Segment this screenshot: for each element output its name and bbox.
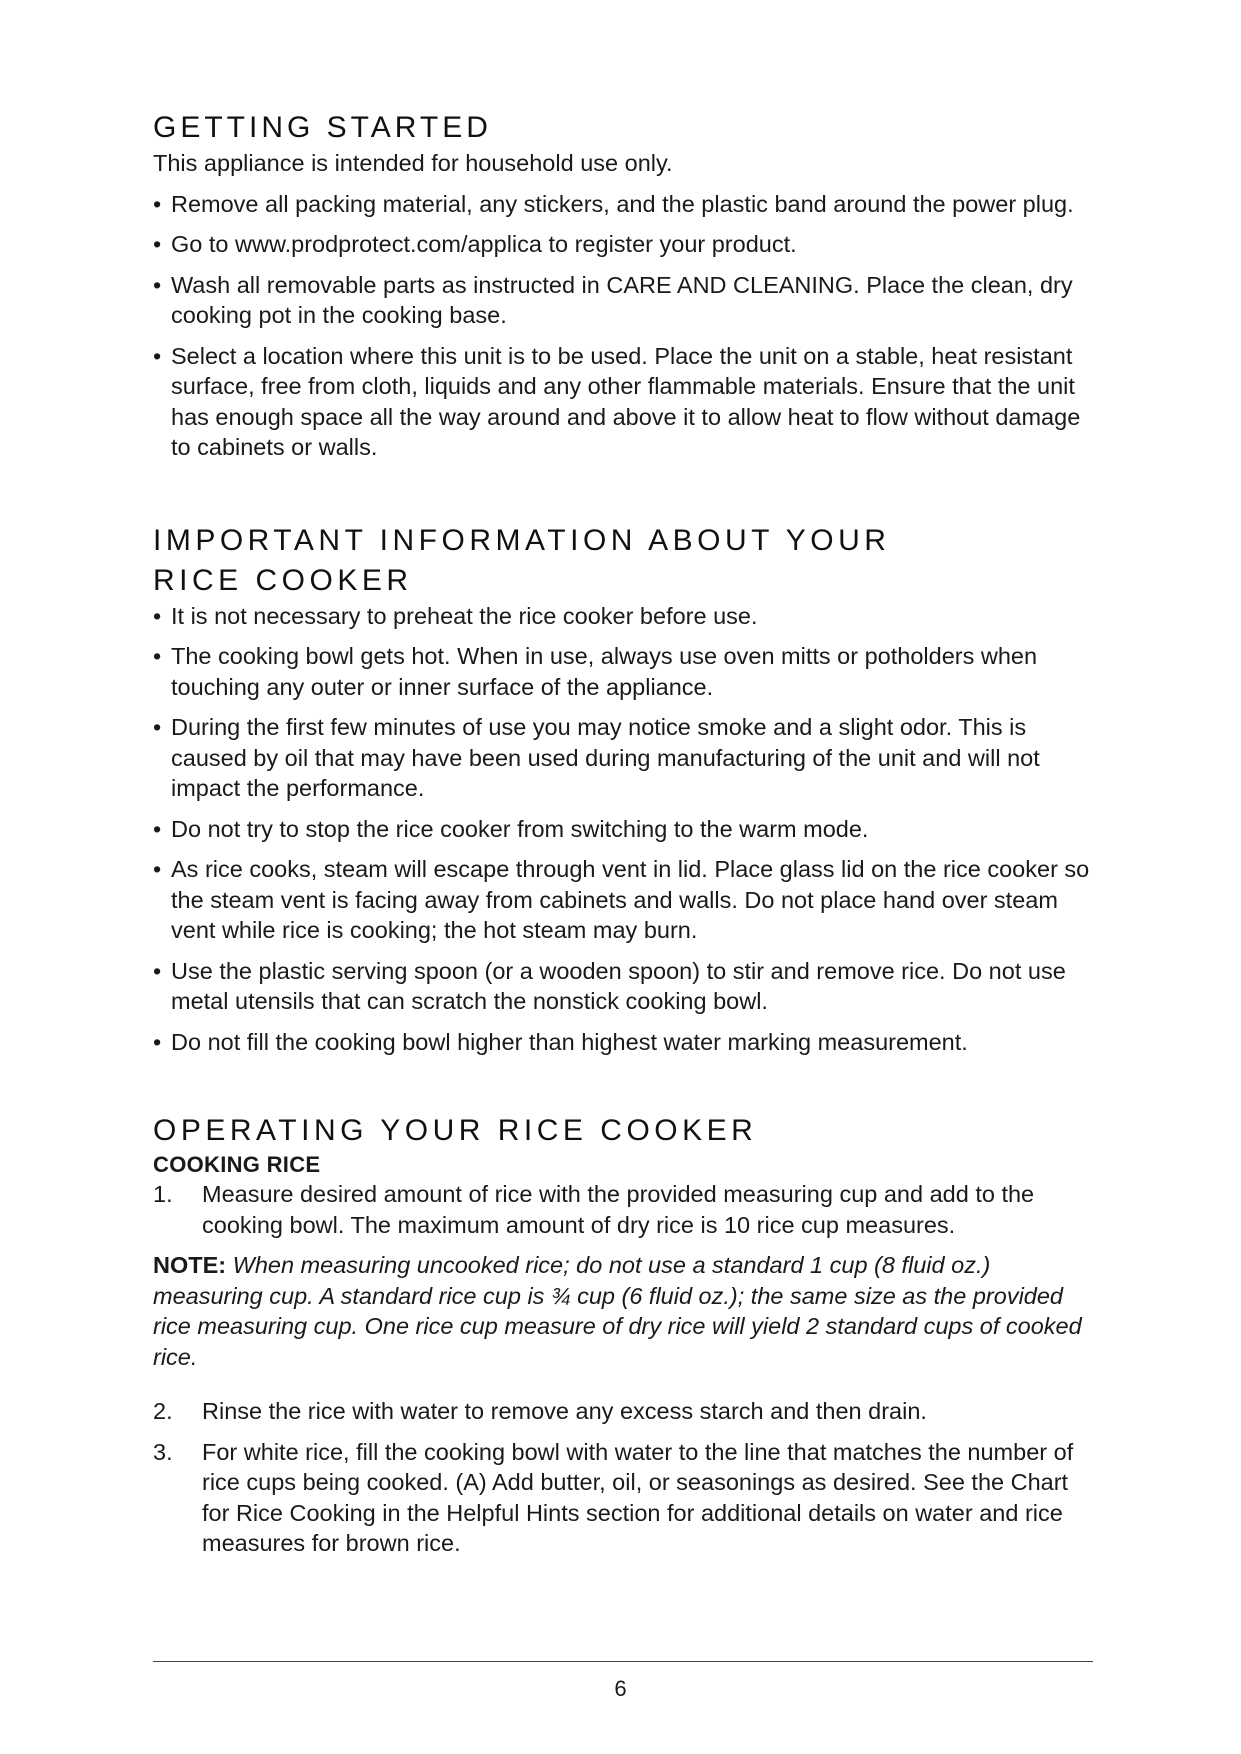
list-item: • The cooking bowl gets hot. When in use, always use oven mitts or potholders when touching any outer or inner surface of the appliance. [153, 641, 1093, 702]
step-number: 1. [153, 1181, 173, 1207]
cooking-steps-part2 [153, 1396, 1093, 1559]
step-item [153, 1437, 1093, 1559]
page-number: 6 [614, 1676, 627, 1701]
step-text: For white rice, fill the cooking bowl with water to the line that matches the number of rice cups being cooked. (A) Add butter, oil, or seasonings as desired. See the Chart for Rice Cooking in the Helpful Hints section for additional details on water and rice measures for brown rice. [202, 1438, 1074, 1556]
step-text: Rinse the rice with water to remove any excess starch and then drain. [202, 1398, 927, 1424]
getting-started-heading: GETTING STARTED [153, 111, 492, 144]
important-info-heading-line1: IMPORTANT INFORMATION ABOUT YOUR [153, 523, 891, 557]
important-info-heading-line2: RICE COOKER [153, 563, 413, 597]
list-item: • Select a location where this unit is to be used. Place the unit on a stable, heat resistant surface, free from cloth, liquids and any other flammable materials. Ensure that the unit has enough space all the way around and above it to allow heat to flow without damage to cabinets or walls. [153, 341, 1093, 463]
step-item [153, 1179, 1093, 1240]
list-item: • Wash all removable parts as instructed in CARE AND CLEANING. Place the clean, dry cooking pot in the cooking base. [153, 270, 1093, 331]
page-content [153, 108, 1093, 1569]
step-number: 3. [153, 1438, 173, 1465]
operating-section [153, 1111, 1093, 1559]
list-item: • As rice cooks, steam will escape through vent in lid. Place glass lid on the rice cooker so the steam vent is facing away from cabinets and walls. Do not place hand over steam vent while rice is cooking; the hot steam may burn. [153, 854, 1093, 946]
important-info-section [153, 521, 1093, 1058]
getting-started-intro: This appliance is intended for household use only. [153, 150, 673, 176]
list-item: • Do not fill the cooking bowl higher than highest water marking measurement. [153, 1027, 1093, 1058]
list-item: • It is not necessary to preheat the rice cooker before use. [153, 601, 1093, 632]
cooking-rice-subheading: COOKING RICE [153, 1152, 321, 1177]
footer-divider [153, 1661, 1093, 1662]
getting-started-section [153, 108, 1093, 463]
step-item [153, 1396, 1093, 1427]
note-paragraph [153, 1250, 1093, 1372]
getting-started-list [153, 189, 1093, 463]
list-item: • Go to www.prodprotect.com/applica to register your product. [153, 229, 1093, 260]
list-item: • Remove all packing material, any stickers, and the plastic band around the power plug. [153, 189, 1093, 220]
note-label: NOTE: [153, 1252, 227, 1278]
step-number: 2. [153, 1398, 173, 1424]
note-text: When measuring uncooked rice; do not use a standard 1 cup (8 fluid oz.) measuring cup. A standard rice cup is ¾ cup (6 fluid oz.); the same size as the provided rice measuring cup. One rice cup measure of dry rice will yield 2 standard cups of cooked rice. [153, 1252, 1082, 1370]
important-info-list [153, 601, 1093, 1058]
list-item: • During the first few minutes of use you may notice smoke and a slight odor. This is caused by oil that may have been used during manufacturing of the unit and will not impact the performance. [153, 712, 1093, 804]
list-item: • Use the plastic serving spoon (or a wooden spoon) to stir and remove rice. Do not use metal utensils that can scratch the nonstick cooking bowl. [153, 956, 1093, 1017]
step-text: Measure desired amount of rice with the provided measuring cup and add to the cooking bowl. The maximum amount of dry rice is 10 rice cup measures. [202, 1181, 1035, 1238]
cooking-steps-part1 [153, 1179, 1093, 1240]
list-item: • Do not try to stop the rice cooker from switching to the warm mode. [153, 814, 1093, 845]
operating-heading: OPERATING YOUR RICE COOKER [153, 1114, 758, 1147]
